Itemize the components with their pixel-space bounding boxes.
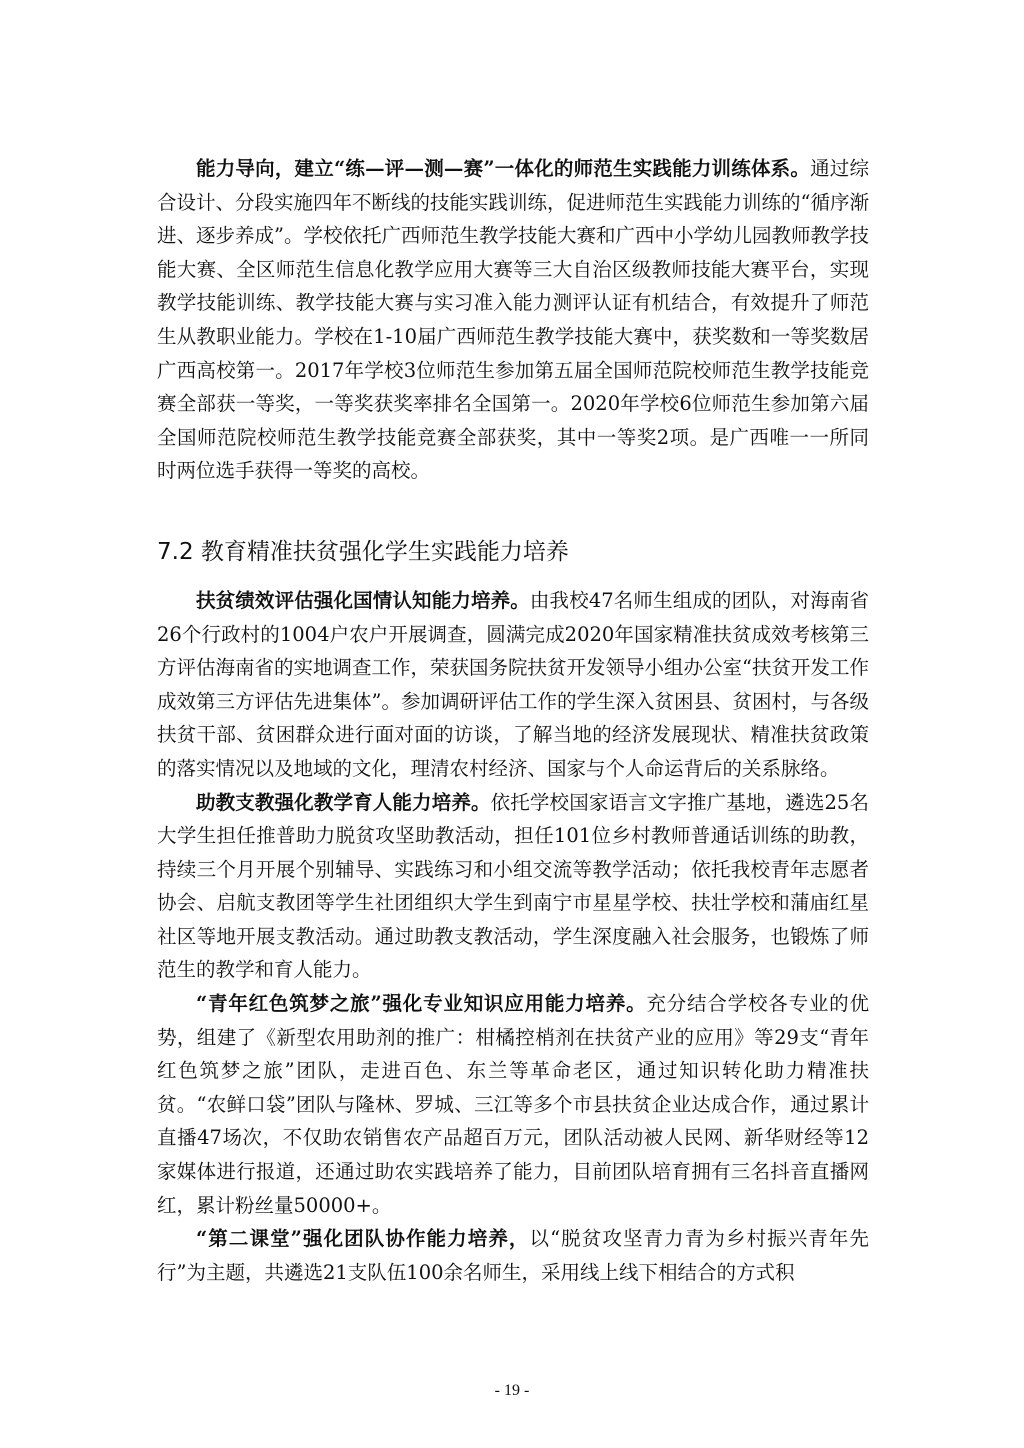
- paragraph-poverty-evaluation: [157, 584, 869, 786]
- paragraph-red-dream-journey: [157, 987, 869, 1222]
- paragraph-body: 以“脱贫攻坚青力青为乡村振兴青年先行”为主题，共遴选21支队伍100余名师生，采用线上线下相结合的方式积: [157, 1227, 869, 1284]
- paragraph-practice-training: [157, 152, 869, 488]
- paragraph-body: 充分结合学校各专业的优势，组建了《新型农用助剂的推广：柑橘控梢剂在扶贫产业的应用》等29支“青年红色筑梦之旅”团队，走进百色、东兰等革命老区，通过知识转化助力精准扶贫。“农鲜口袋”团队与隆林、罗城、三江等多个市县扶贫企业达成合作，通过累计直播47场次，不仅助农销售农产品超百万元，团队活动被人民网、新华财经等12家媒体进行报道，还通过助农实践培养了能力，目前团队培育拥有三名抖音直播网红，累计粉丝量50000+。: [157, 992, 869, 1217]
- paragraph-lead: 助教支教强化教学育人能力培养。: [196, 790, 491, 814]
- paragraph-teaching-support: [157, 786, 869, 988]
- paragraph-lead: “第二课堂”强化团队协作能力培养，: [196, 1227, 530, 1251]
- paragraph-lead: “青年红色筑梦之旅”强化专业知识应用能力培养。: [196, 992, 647, 1016]
- page-number: - 19 -: [494, 1382, 530, 1399]
- paragraph-body: 由我校47名师生组成的团队，对海南省26个行政村的1004户农户开展调查，圆满完成2020年国家精准扶贫成效考核第三方评估海南省的实地调查工作，荣获国务院扶贫开发领导小组办公室“扶贫开发工作成效第三方评估先进集体”。参加调研评估工作的学生深入贫困县、贫困村，与各级扶贫干部、贫困群众进行面对面的访谈，了解当地的经济发展现状、精准扶贫政策的落实情况以及地域的文化，理清农村经济、国家与个人命运背后的关系脉络。: [157, 588, 869, 780]
- paragraph-lead: 能力导向，建立“练—评—测—赛”一体化的师范生实践能力训练体系。: [196, 157, 811, 180]
- paragraph-body: 依托学校国家语言文字推广基地，遴选25名大学生担任推普助力脱贫攻坚助教活动，担任101位乡村教师普通话训练的助教，持续三个月开展个别辅导、实践练习和小组交流等教学活动；依托我校青年志愿者协会、启航支教团等学生社团组织大学生到南宁市星星学校、扶壮学校和蒲庙红星社区等地开展支教活动。通过助教支教活动，学生深度融入社会服务，也锻炼了师范生的教学和育人能力。: [157, 790, 869, 982]
- section-heading: 7.2 教育精准扶贫强化学生实践能力培养: [157, 538, 569, 565]
- page-content: [157, 152, 869, 1289]
- paragraph-second-classroom: [157, 1222, 869, 1289]
- paragraph-lead: 扶贫绩效评估强化国情认知能力培养。: [196, 588, 530, 612]
- paragraph-body: 通过综合设计、分段实施四年不断线的技能实践训练，促进师范生实践能力训练的“循序渐进、逐步养成”。学校依托广西师范生教学技能大赛和广西中小学幼儿园教师教学技能大赛、全区师范生信息化教学应用大赛等三大自治区级教师技能大赛平台，实现教学技能训练、教学技能大赛与实习准入能力测评认证有机结合，有效提升了师范生从教职业能力。学校在1-10届广西师范生教学技能大赛中，获奖数和一等奖数居广西高校第一。2017年学校3位师范生参加第五届全国师范院校师范生教学技能竞赛全部获一等奖，一等奖获奖率排名全国第一。2020年学校6位师范生参加第六届全国师范院校师范生教学技能竞赛全部获奖，其中一等奖2项。是广西唯一一所同时两位选手获得一等奖的高校。: [157, 157, 869, 483]
